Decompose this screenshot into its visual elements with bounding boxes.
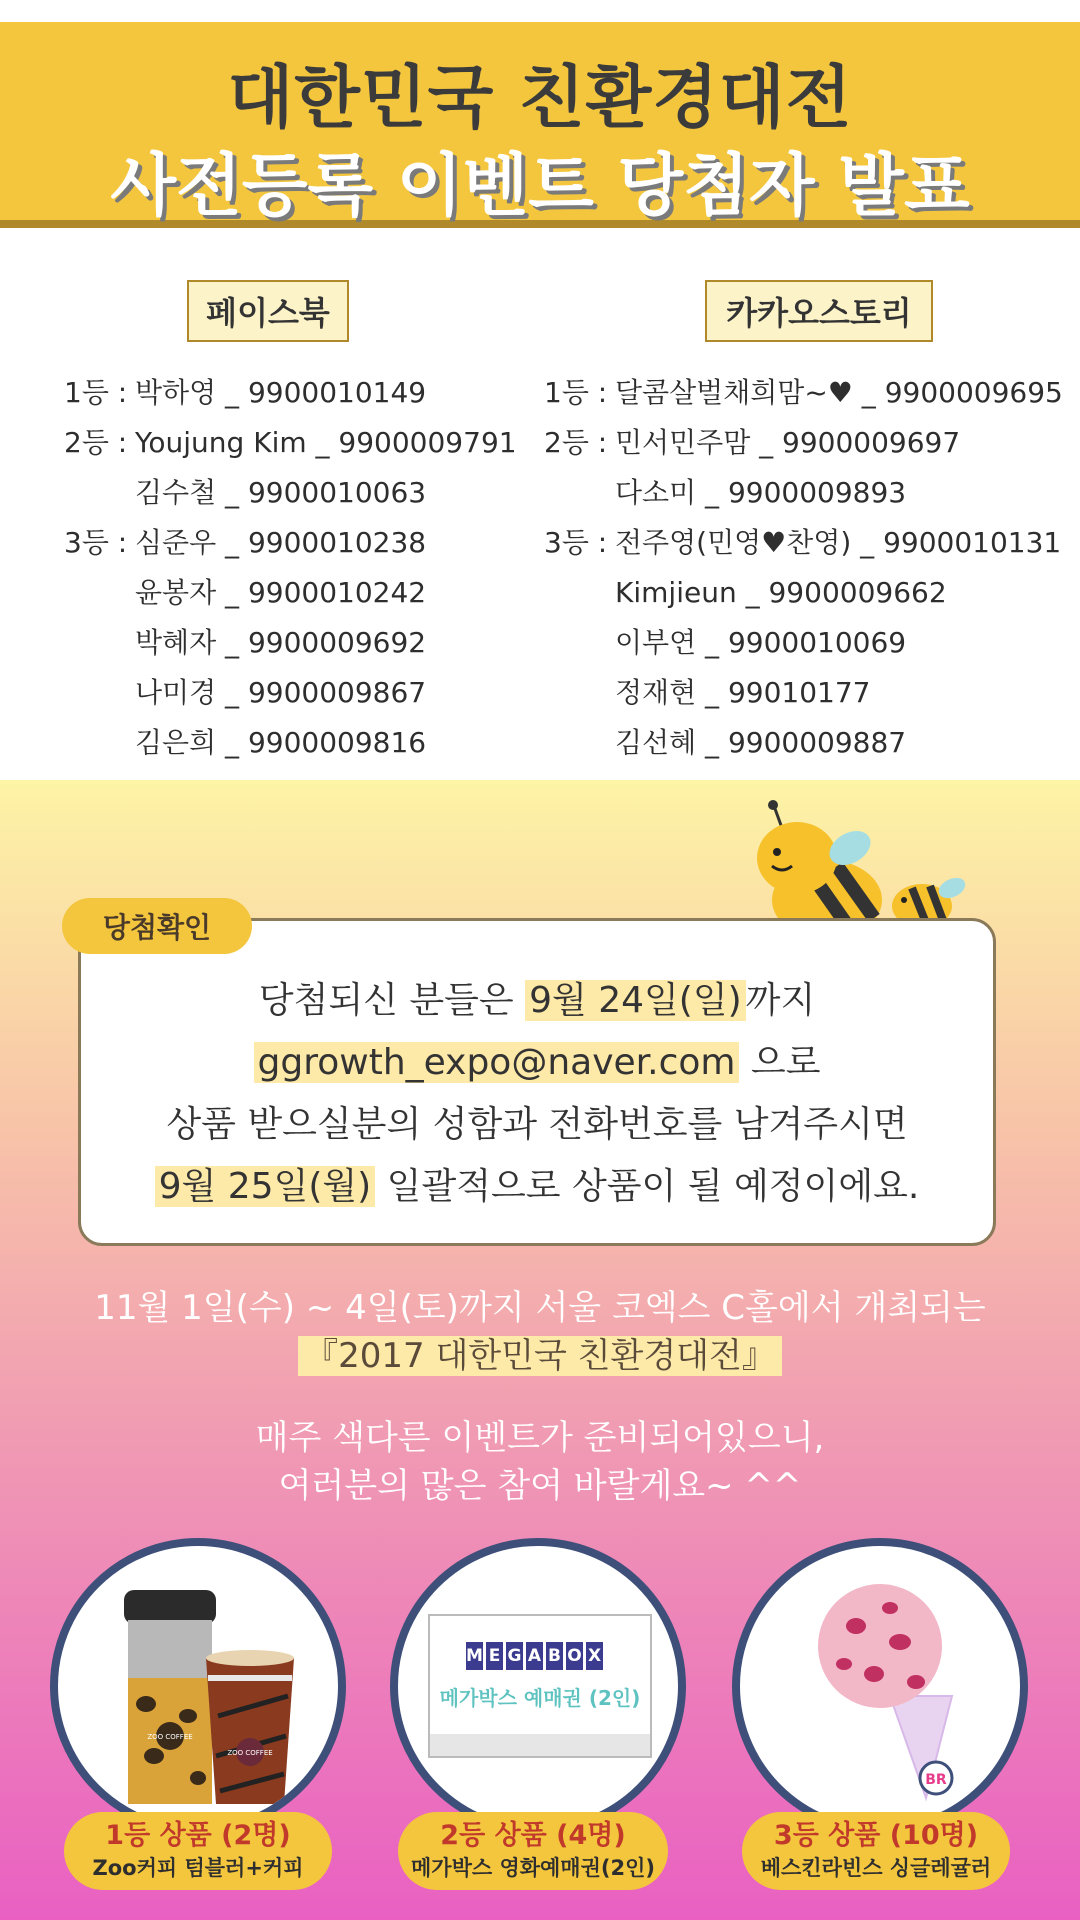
tumbler-logo-text: ZOO COFFEE [147, 1733, 193, 1741]
event-info-line-3: 매주 색다른 이벤트가 준비되어있으니, [255, 1418, 825, 1458]
winner-entry: 박혜자 _ 9900009692 [135, 626, 427, 659]
contact-email[interactable]: ggrowth_expo@naver.com [254, 1042, 740, 1083]
prize-1-description: Zoo커피 텀블러+커피 [92, 1856, 304, 1880]
winner-entry: 박하영 _ 9900010149 [135, 376, 427, 409]
winner-row [64, 668, 517, 718]
winner-entry: Youjung Kim _ 9900009791 [135, 426, 517, 459]
winner-row [544, 518, 1063, 568]
rank-label: 2등 : [544, 426, 608, 459]
confirm-text: 까지 [745, 980, 816, 1021]
rank-label: 2등 : [64, 426, 128, 459]
delivery-date: 9월 25일(월) [155, 1166, 376, 1207]
facebook-heading: 페이스북 [187, 280, 349, 342]
title-line-2: 사전등록 이벤트 당첨자 발표 [110, 147, 970, 226]
winner-row [64, 568, 517, 618]
title-line-1: 대한민국 친환경대전 [227, 59, 853, 138]
winner-entry: 나미경 _ 9900009867 [135, 676, 427, 709]
rank-label: 1등 : [544, 376, 608, 409]
prize-1-title: 1등 상품 (2명) [105, 1820, 291, 1851]
megabox-logo: M E G A B O X [466, 1642, 603, 1672]
winner-row [64, 718, 517, 768]
title-banner [0, 22, 1080, 228]
winner-row [544, 568, 1063, 618]
event-info-line-2 [0, 1328, 1080, 1377]
confirm-text: 당첨되신 분들은 [258, 980, 526, 1021]
confirm-text: 으로 [739, 1042, 821, 1083]
winner-entry: 다소미 _ 9900009893 [615, 476, 907, 509]
prize-1-image [50, 1538, 346, 1834]
br-logo-text: BR [925, 1772, 947, 1788]
confirm-line-1 [78, 972, 996, 1023]
kakaostory-heading: 카카오스토리 [705, 280, 933, 342]
winner-entry: 김선혜 _ 9900009887 [615, 726, 907, 759]
deadline-date: 9월 24일(일) [525, 980, 746, 1021]
facebook-winner-list [64, 368, 517, 768]
winner-row [544, 418, 1063, 468]
prize-1-label [64, 1812, 332, 1890]
winner-entry: 심준우 _ 9900010238 [135, 526, 427, 559]
rank-label: 1등 : [64, 376, 128, 409]
event-name: 『2017 대한민국 친환경대전』 [298, 1336, 782, 1376]
confirm-line-3: 상품 받으실분의 성함과 전화번호를 남겨주시면 [166, 1104, 908, 1145]
cup-logo-text: ZOO COFFEE [227, 1749, 273, 1757]
confirm-line-4 [78, 1158, 996, 1209]
tumbler-and-coffee-icon [58, 1546, 338, 1826]
winner-entry: 정재현 _ 99010177 [615, 676, 871, 709]
winner-entry: Kimjieun _ 9900009662 [615, 576, 947, 609]
prize-3-image [732, 1538, 1028, 1834]
prize-3-title: 3등 상품 (10명) [773, 1820, 979, 1851]
winner-row [64, 518, 517, 568]
event-info-line-4: 여러분의 많은 참여 바랄게요~ ^^ [278, 1466, 802, 1506]
winner-entry: 윤봉자 _ 9900010242 [135, 576, 427, 609]
winner-entry: 김은희 _ 9900009816 [135, 726, 427, 759]
winner-row [544, 668, 1063, 718]
megabox-card-footer [430, 1734, 650, 1756]
megabox-voucher-text: 메가박스 예매권 (2인) [439, 1686, 641, 1710]
winner-row [544, 618, 1063, 668]
prize-3-label [742, 1812, 1010, 1890]
winner-entry: 달콤살벌채희맘~♥ _ 9900009695 [615, 376, 1063, 409]
winner-entry: 민서민주맘 _ 9900009697 [615, 426, 961, 459]
winner-row [544, 718, 1063, 768]
event-info-line-1: 11월 1일(수) ~ 4일(토)까지 서울 코엑스 C홀에서 개최되는 [94, 1288, 986, 1328]
megabox-voucher-card [428, 1614, 652, 1758]
winner-row [64, 618, 517, 668]
prize-2-image [390, 1538, 686, 1834]
rank-label: 3등 : [544, 526, 608, 559]
prize-2-description: 메가박스 영화예매권(2인) [411, 1856, 655, 1880]
winner-entry: 전주영(민영♥찬영) _ 9900010131 [615, 526, 1062, 559]
winner-row [64, 368, 517, 418]
confirm-line-2 [78, 1034, 996, 1085]
prize-2-title: 2등 상품 (4명) [440, 1820, 626, 1851]
rank-label: 3등 : [64, 526, 128, 559]
kakaostory-winner-list [544, 368, 1063, 768]
prize-3-description: 베스킨라빈스 싱글레귤러 [760, 1856, 992, 1880]
winner-entry: 김수철 _ 9900010063 [135, 476, 427, 509]
winner-row [544, 368, 1063, 418]
winner-row [64, 468, 517, 518]
big-bee-icon [752, 800, 892, 925]
ice-cream-cone-icon [740, 1546, 1020, 1826]
prize-2-label [398, 1812, 668, 1890]
winner-entry: 이부연 _ 9900010069 [615, 626, 907, 659]
winner-row [64, 418, 517, 468]
confirm-text: 일괄적으로 상품이 될 예정이에요. [375, 1166, 920, 1207]
confirmation-tab-label: 당첨확인 [62, 898, 252, 954]
winner-row [544, 468, 1063, 518]
